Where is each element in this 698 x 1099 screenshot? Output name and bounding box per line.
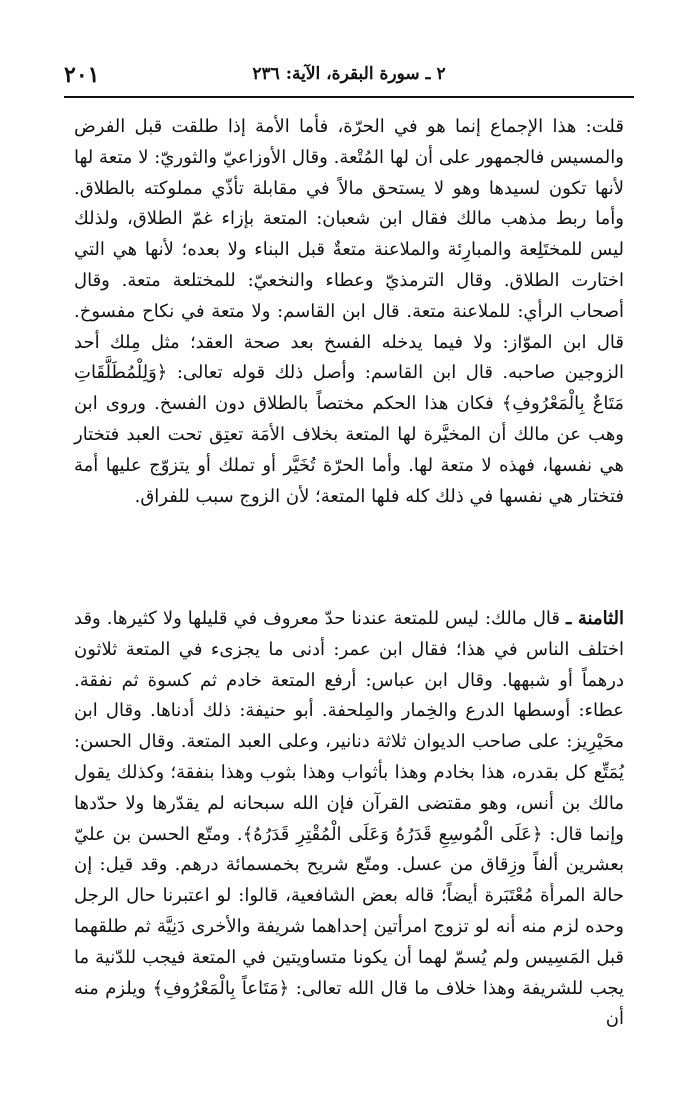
paragraph-1 xyxy=(74,112,624,512)
running-title: ٢ ـ سورة البقرة، الآية: ٢٣٦ xyxy=(252,64,446,84)
section-lead: الثامنة ـ xyxy=(566,608,624,629)
paragraph-2 xyxy=(74,604,624,1035)
page-header xyxy=(64,62,634,98)
paragraph-text: قال مالك: ليس للمتعة عندنا حدّ معروف في قليلها ولا كثيرها. وقد اختلف الناس في هذا؛ فقال ابن عمر: أدنى ما يجزىء في المتعة ثلاثون درهماً أو شبهها. وقال ابن عباس: أرفع المتعة خادم ثم كسوة ثم نفقة. عطاء: أوسطها الدرع والخِمار والمِلحفة. أبو حنيفة: ذلك أدناها. وقال ابن محَيْرِيز: على صاحب الديوان ثلاثة دنانير، وعلى العبد المتعة. وقال الحسن: يُمَتِّع كل بقدره، هذا بخادم وهذا بأثواب وهذا بثوب وهذا بنفقة؛ وكذلك يقول مالك بن أنس، وهو مقتضى القرآن فإن الله سبحانه لم يقدّرها ولا حدّدها وإنما قال: ﴿عَلَى الْمُوسِعِ قَدَرُهُ وَعَلَى الْمُقْتِرِ قَدَرُهُ﴾. ومتّع الحسن بن عليّ بعشرين ألفاً وزِقاق من عسل. ومتّع شريح بخمسمائة درهم. وقد قيل: إن حالة المرأة مُعْتَبَرة أيضاً؛ قاله بعض الشافعية، قالوا: لو اعتبرنا حال الرجل وحده لزم منه أنه لو تزوج امرأتين إحداهما شريفة والأخرى دَنِيَّة ثم طلقهما قبل المَسِيس ولم يُسمّ لهما أن يكونا متساويتين في المتعة فيجب للدّنية ما يجب للشريفة وهذا خلاف ما قال الله تعالى: ﴿مَتَاعاً بِالْمَعْرُوفِ﴾ ويلزم منه أن xyxy=(74,608,624,1030)
page-number: ٢٠١ xyxy=(64,62,100,88)
paragraph-text: قلت: هذا الإجماع إنما هو في الحرّة، فأما الأمة إذا طلقت قبل الفرض والمسيس فالجمهور على أن لها المُتْعة. وقال الأوزاعيّ والثوريّ: لا متعة لها لأنها تكون لسيدها وهو لا يستحق مالاً في مقابلة تأذّي مملوكته بالطلاق. وأما ربط مذهب مالك فقال ابن شعبان: المتعة بإزاء غمّ الطلاق، ولذلك ليس للمختَلِعة والمبارِئة والملاعنة متعةٌ قبل البناء ولا بعده؛ لأنها هي التي اختارت الطلاق. وقال الترمذيّ وعطاء والنخعيّ: للمختلعة متعة. وقال أصحاب الرأي: للملاعنة متعة. قال ابن القاسم: ولا متعة في نكاح مفسوخ. قال ابن الموّاز: ولا فيما يدخله الفسخ بعد صحة العقد؛ مثل مِلك أحد الزوجين صاحبه. قال ابن القاسم: وأصل ذلك قوله تعالى: ﴿وَلِلْمُطَلَّقَاتِ مَتَاعٌ بِالْمَعْرُوفِ﴾ فكان هذا الحكم مختصاً بالطلاق دون الفسخ. وروى ابن وهب عن مالك أن المخيَّرة لها المتعة بخلاف الأمَة تعتِق تحت العبد فتختار هي نفسها، فهذه لا متعة لها. وأما الحرّة تُخَيَّر أو تملك أو يتزوّج عليها أمة فتختار هي نفسها في ذلك كله فلها المتعة؛ لأن الزوج سبب للفراق. xyxy=(74,116,624,507)
